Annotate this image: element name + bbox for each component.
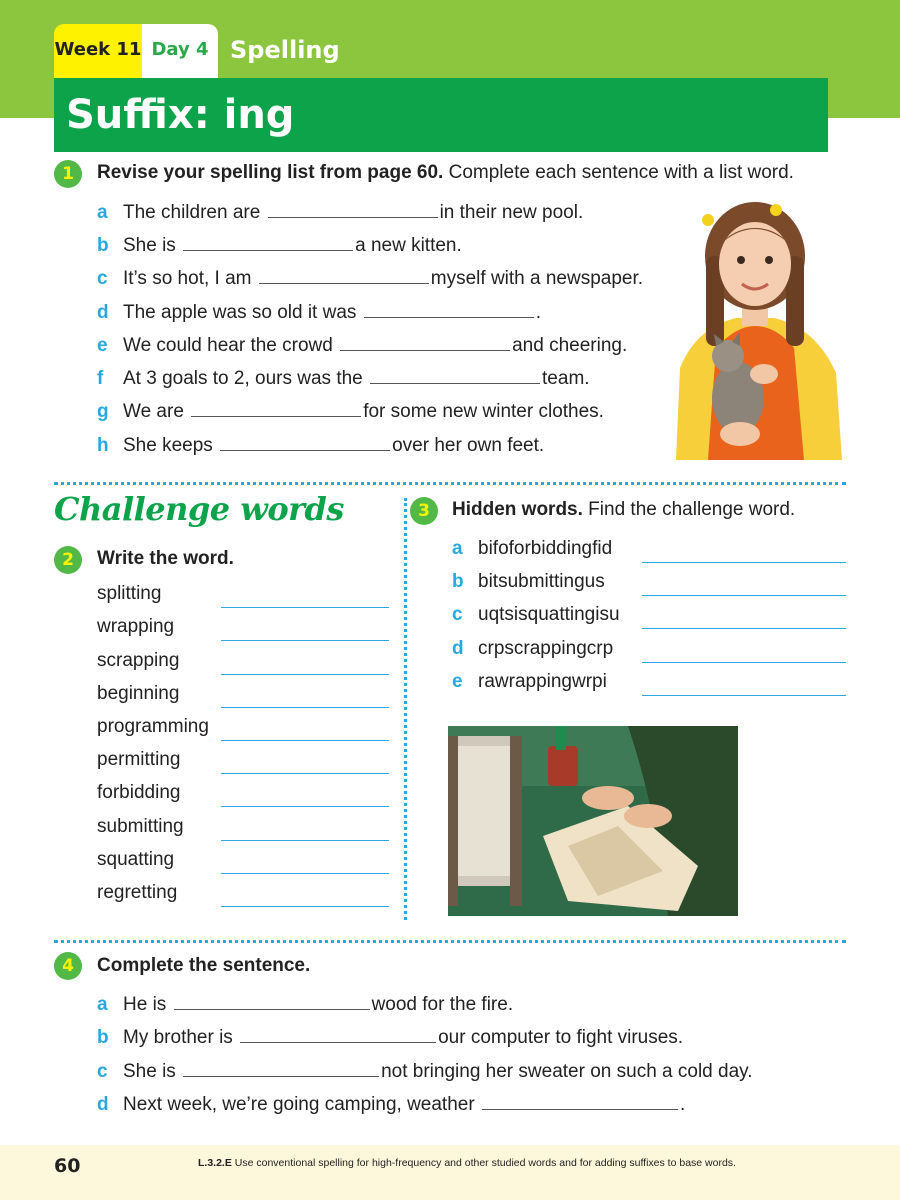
section-3-instruction-rest: Find the challenge word. — [582, 499, 796, 520]
write-word-row — [97, 880, 389, 910]
sentence-after: in their new pool. — [439, 202, 584, 223]
word: submitting — [97, 816, 184, 837]
sentence-item — [97, 266, 643, 290]
answer-line[interactable] — [221, 840, 389, 841]
sentence-before: The apple was so old it was — [123, 302, 357, 323]
answer-line[interactable] — [221, 640, 389, 641]
sentence-item — [97, 333, 627, 357]
answer-blank[interactable] — [220, 433, 390, 451]
sentence-item — [97, 1059, 753, 1083]
section-3-instruction-bold: Hidden words. — [452, 499, 583, 520]
answer-line[interactable] — [221, 773, 389, 774]
sentence-item — [97, 366, 590, 390]
sentence-before: He is — [123, 994, 167, 1015]
sentence-before: She is — [123, 1061, 176, 1082]
answer-blank[interactable] — [183, 233, 353, 251]
answer-blank[interactable] — [240, 1025, 436, 1043]
section-3-number: 3 — [410, 497, 438, 525]
section-4-instruction: Complete the sentence. — [97, 955, 311, 976]
answer-line[interactable] — [642, 562, 846, 563]
week-tab: Week 11 — [54, 24, 142, 80]
sentence-before: Next week, we’re going camping, weather — [123, 1094, 475, 1115]
standard-text: Use conventional spelling for high-frequency and other studied words and for adding suffixes to base words. — [231, 1157, 736, 1169]
hidden-word-text: crpscrappingcrp — [478, 638, 614, 659]
hidden-word-row — [452, 536, 846, 566]
answer-blank[interactable] — [259, 266, 429, 284]
sentence-after: and cheering. — [512, 335, 628, 356]
sentence-item — [97, 399, 604, 423]
word: squatting — [97, 849, 175, 870]
page-number: 60 — [54, 1155, 81, 1177]
answer-line[interactable] — [221, 906, 389, 907]
write-word-row — [97, 614, 389, 644]
sentence-before: At 3 goals to 2, ours was the — [123, 368, 363, 389]
section-4-number: 4 — [54, 952, 82, 980]
word: scrapping — [97, 650, 180, 671]
word: beginning — [97, 683, 180, 704]
item-letter: c — [97, 1061, 108, 1082]
item-letter: h — [97, 435, 109, 456]
section-1-instruction-rest: Complete each sentence with a list word. — [443, 162, 794, 183]
page-footer — [0, 1145, 900, 1200]
word: forbidding — [97, 782, 181, 803]
item-letter: b — [97, 1027, 109, 1048]
sentence-item — [97, 300, 541, 324]
sentence-before: She keeps — [123, 435, 213, 456]
write-word-row — [97, 581, 389, 611]
item-letter: b — [97, 235, 109, 256]
hidden-word-text: bifoforbiddingfid — [478, 538, 613, 559]
answer-blank[interactable] — [191, 399, 361, 417]
standard-code: L.3.2.E — [198, 1157, 232, 1169]
section-divider — [54, 482, 846, 485]
gift-wrapping-illustration — [448, 726, 738, 916]
write-word-row — [97, 714, 389, 744]
sentence-item — [97, 992, 513, 1016]
section-1-instruction — [97, 162, 794, 184]
sentence-after: . — [535, 302, 541, 323]
answer-line[interactable] — [221, 806, 389, 807]
sentence-item — [97, 433, 544, 457]
write-word-row — [97, 681, 389, 711]
answer-blank[interactable] — [370, 366, 540, 384]
sentence-item — [97, 1092, 685, 1116]
hidden-word-text: uqtsisquattingisu — [478, 604, 620, 625]
sentence-before: We are — [123, 401, 184, 422]
answer-blank[interactable] — [482, 1092, 678, 1110]
sentence-after: over her own feet. — [392, 435, 545, 456]
section-3-instruction — [452, 499, 795, 521]
sentence-after: for some new winter clothes. — [363, 401, 604, 422]
girl-with-kitten-illustration — [666, 198, 844, 460]
item-letter: c — [97, 268, 108, 289]
answer-line[interactable] — [221, 674, 389, 675]
item-letter: a — [97, 994, 108, 1015]
subject-label: Spelling — [230, 36, 340, 64]
hidden-word-row — [452, 602, 846, 632]
answer-blank[interactable] — [174, 992, 370, 1010]
sentence-item — [97, 1025, 683, 1049]
sentence-before: My brother is — [123, 1027, 233, 1048]
sentence-after: a new kitten. — [355, 235, 462, 256]
word: permitting — [97, 749, 181, 770]
column-divider — [404, 498, 407, 920]
sentence-after: myself with a newspaper. — [430, 268, 644, 289]
answer-blank[interactable] — [183, 1059, 379, 1077]
item-letter: g — [97, 401, 109, 422]
item-letter: d — [97, 1094, 109, 1115]
challenge-words-title: Challenge words — [54, 490, 344, 528]
sentence-before: It’s so hot, I am — [123, 268, 252, 289]
section-2-number: 2 — [54, 546, 82, 574]
answer-line[interactable] — [642, 595, 846, 596]
item-letter: e — [97, 335, 108, 356]
sentence-item — [97, 200, 583, 224]
word: regretting — [97, 882, 178, 903]
item-letter: e — [452, 671, 463, 692]
item-letter: b — [452, 571, 464, 592]
item-letter: a — [97, 202, 108, 223]
word: splitting — [97, 583, 162, 604]
answer-line[interactable] — [221, 707, 389, 708]
hidden-word-text: rawrappingwrpi — [478, 671, 607, 692]
answer-line[interactable] — [642, 662, 846, 663]
section-1-number: 1 — [54, 160, 82, 188]
item-letter: d — [97, 302, 109, 323]
sentence-after: not bringing her sweater on such a cold day. — [381, 1061, 753, 1082]
hidden-word-row — [452, 636, 846, 666]
item-letter: a — [452, 538, 463, 559]
answer-line[interactable] — [642, 695, 846, 696]
sentence-after: team. — [542, 368, 590, 389]
sentence-before: We could hear the crowd — [123, 335, 333, 356]
sentence-after: our computer to fight viruses. — [438, 1027, 684, 1048]
answer-blank[interactable] — [364, 300, 534, 318]
girl-with-kitten-photo — [666, 198, 844, 460]
gift-wrapping-photo — [448, 726, 738, 916]
sentence-after: . — [679, 1094, 686, 1115]
write-word-row — [97, 847, 389, 877]
answer-line[interactable] — [221, 740, 389, 741]
sentence-before: She is — [123, 235, 176, 256]
item-letter: c — [452, 604, 463, 625]
write-word-row — [97, 814, 389, 844]
section-divider — [54, 940, 846, 943]
standard-note — [198, 1157, 736, 1169]
write-word-row — [97, 747, 389, 777]
page-title: Suffix: ing — [66, 92, 295, 138]
answer-blank[interactable] — [340, 333, 510, 351]
section-2-instruction: Write the word. — [97, 548, 234, 569]
answer-line[interactable] — [642, 628, 846, 629]
section-1-instruction-bold: Revise your spelling list from page 60. — [97, 162, 444, 183]
item-letter: d — [452, 638, 464, 659]
sentence-before: The children are — [123, 202, 261, 223]
item-letter: f — [97, 368, 104, 389]
write-word-row — [97, 648, 389, 678]
hidden-word-text: bitsubmittingus — [478, 571, 605, 592]
sentence-after: wood for the fire. — [371, 994, 514, 1015]
write-word-row — [97, 780, 389, 810]
day-tab: Day 4 — [142, 24, 218, 80]
title-bar — [54, 78, 828, 152]
answer-line[interactable] — [221, 873, 389, 874]
word: wrapping — [97, 616, 175, 637]
answer-line[interactable] — [221, 607, 389, 608]
hidden-word-row — [452, 569, 846, 599]
sentence-item — [97, 233, 462, 257]
word: programming — [97, 716, 209, 737]
hidden-word-row — [452, 669, 846, 699]
answer-blank[interactable] — [268, 200, 438, 218]
